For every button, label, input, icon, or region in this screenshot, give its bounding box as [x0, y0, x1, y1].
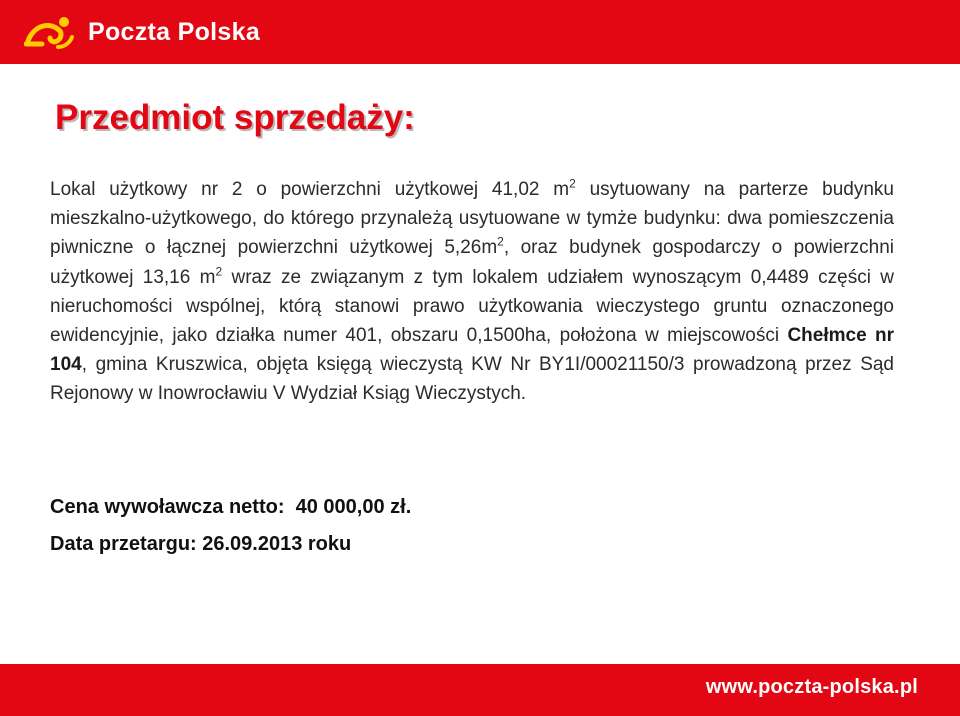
- starting-price: Cena wywoławcza netto: 40 000,00 zł.: [50, 496, 412, 518]
- superscript: 2: [497, 235, 504, 250]
- page-title: Przedmiot sprzedaży:: [55, 98, 415, 137]
- header-bar: [0, 0, 960, 64]
- description-text: , gmina Kruszwica, objęta księgą wieczystą KW Nr BY1I/00021150/3 prowadzoną przez Sąd Rejonowy w Inowrocławiu V Wydział Ksiąg Wieczystych.: [50, 354, 894, 405]
- website-link[interactable]: www.poczta-polska.pl: [705, 676, 918, 698]
- superscript: 2: [569, 176, 576, 191]
- description-text: Lokal użytkowy nr 2 o powierzchni użytkowej 41,02 m: [50, 179, 570, 200]
- description-text: wraz ze związanym z tym lokalem udziałem wynoszącym 0,4489 części w nieruchomości wspólnej, którą stanowi prawo użytkowania wieczystego gruntu oznaczonego ewidencyjnie, jako działka numer 401, obszaru 0,1500ha, położona w miejscowości: [50, 266, 894, 347]
- logo: [24, 8, 260, 56]
- superscript: 2: [215, 264, 223, 279]
- poczta-polska-horn-logo-icon: [24, 11, 76, 53]
- location-highlight: Chełmce nr 104: [50, 325, 895, 376]
- description-text: , oraz budynek gospodarczy o powierzchni użytkowej 13,16 m: [50, 237, 894, 288]
- description-text: usytuowany na parterze budynku mieszkalno-użytkowego, do którego przynależą usytuowane w tymże budynku: dwa pomieszczenia piwniczne o łącznej powierzchni użytkowej 5,26m: [50, 179, 894, 259]
- brand-name: Poczta Polska: [88, 17, 261, 46]
- auction-date: Data przetargu: 26.09.2013 roku: [50, 533, 352, 555]
- footer-bar: [0, 664, 960, 716]
- property-description: [50, 175, 894, 409]
